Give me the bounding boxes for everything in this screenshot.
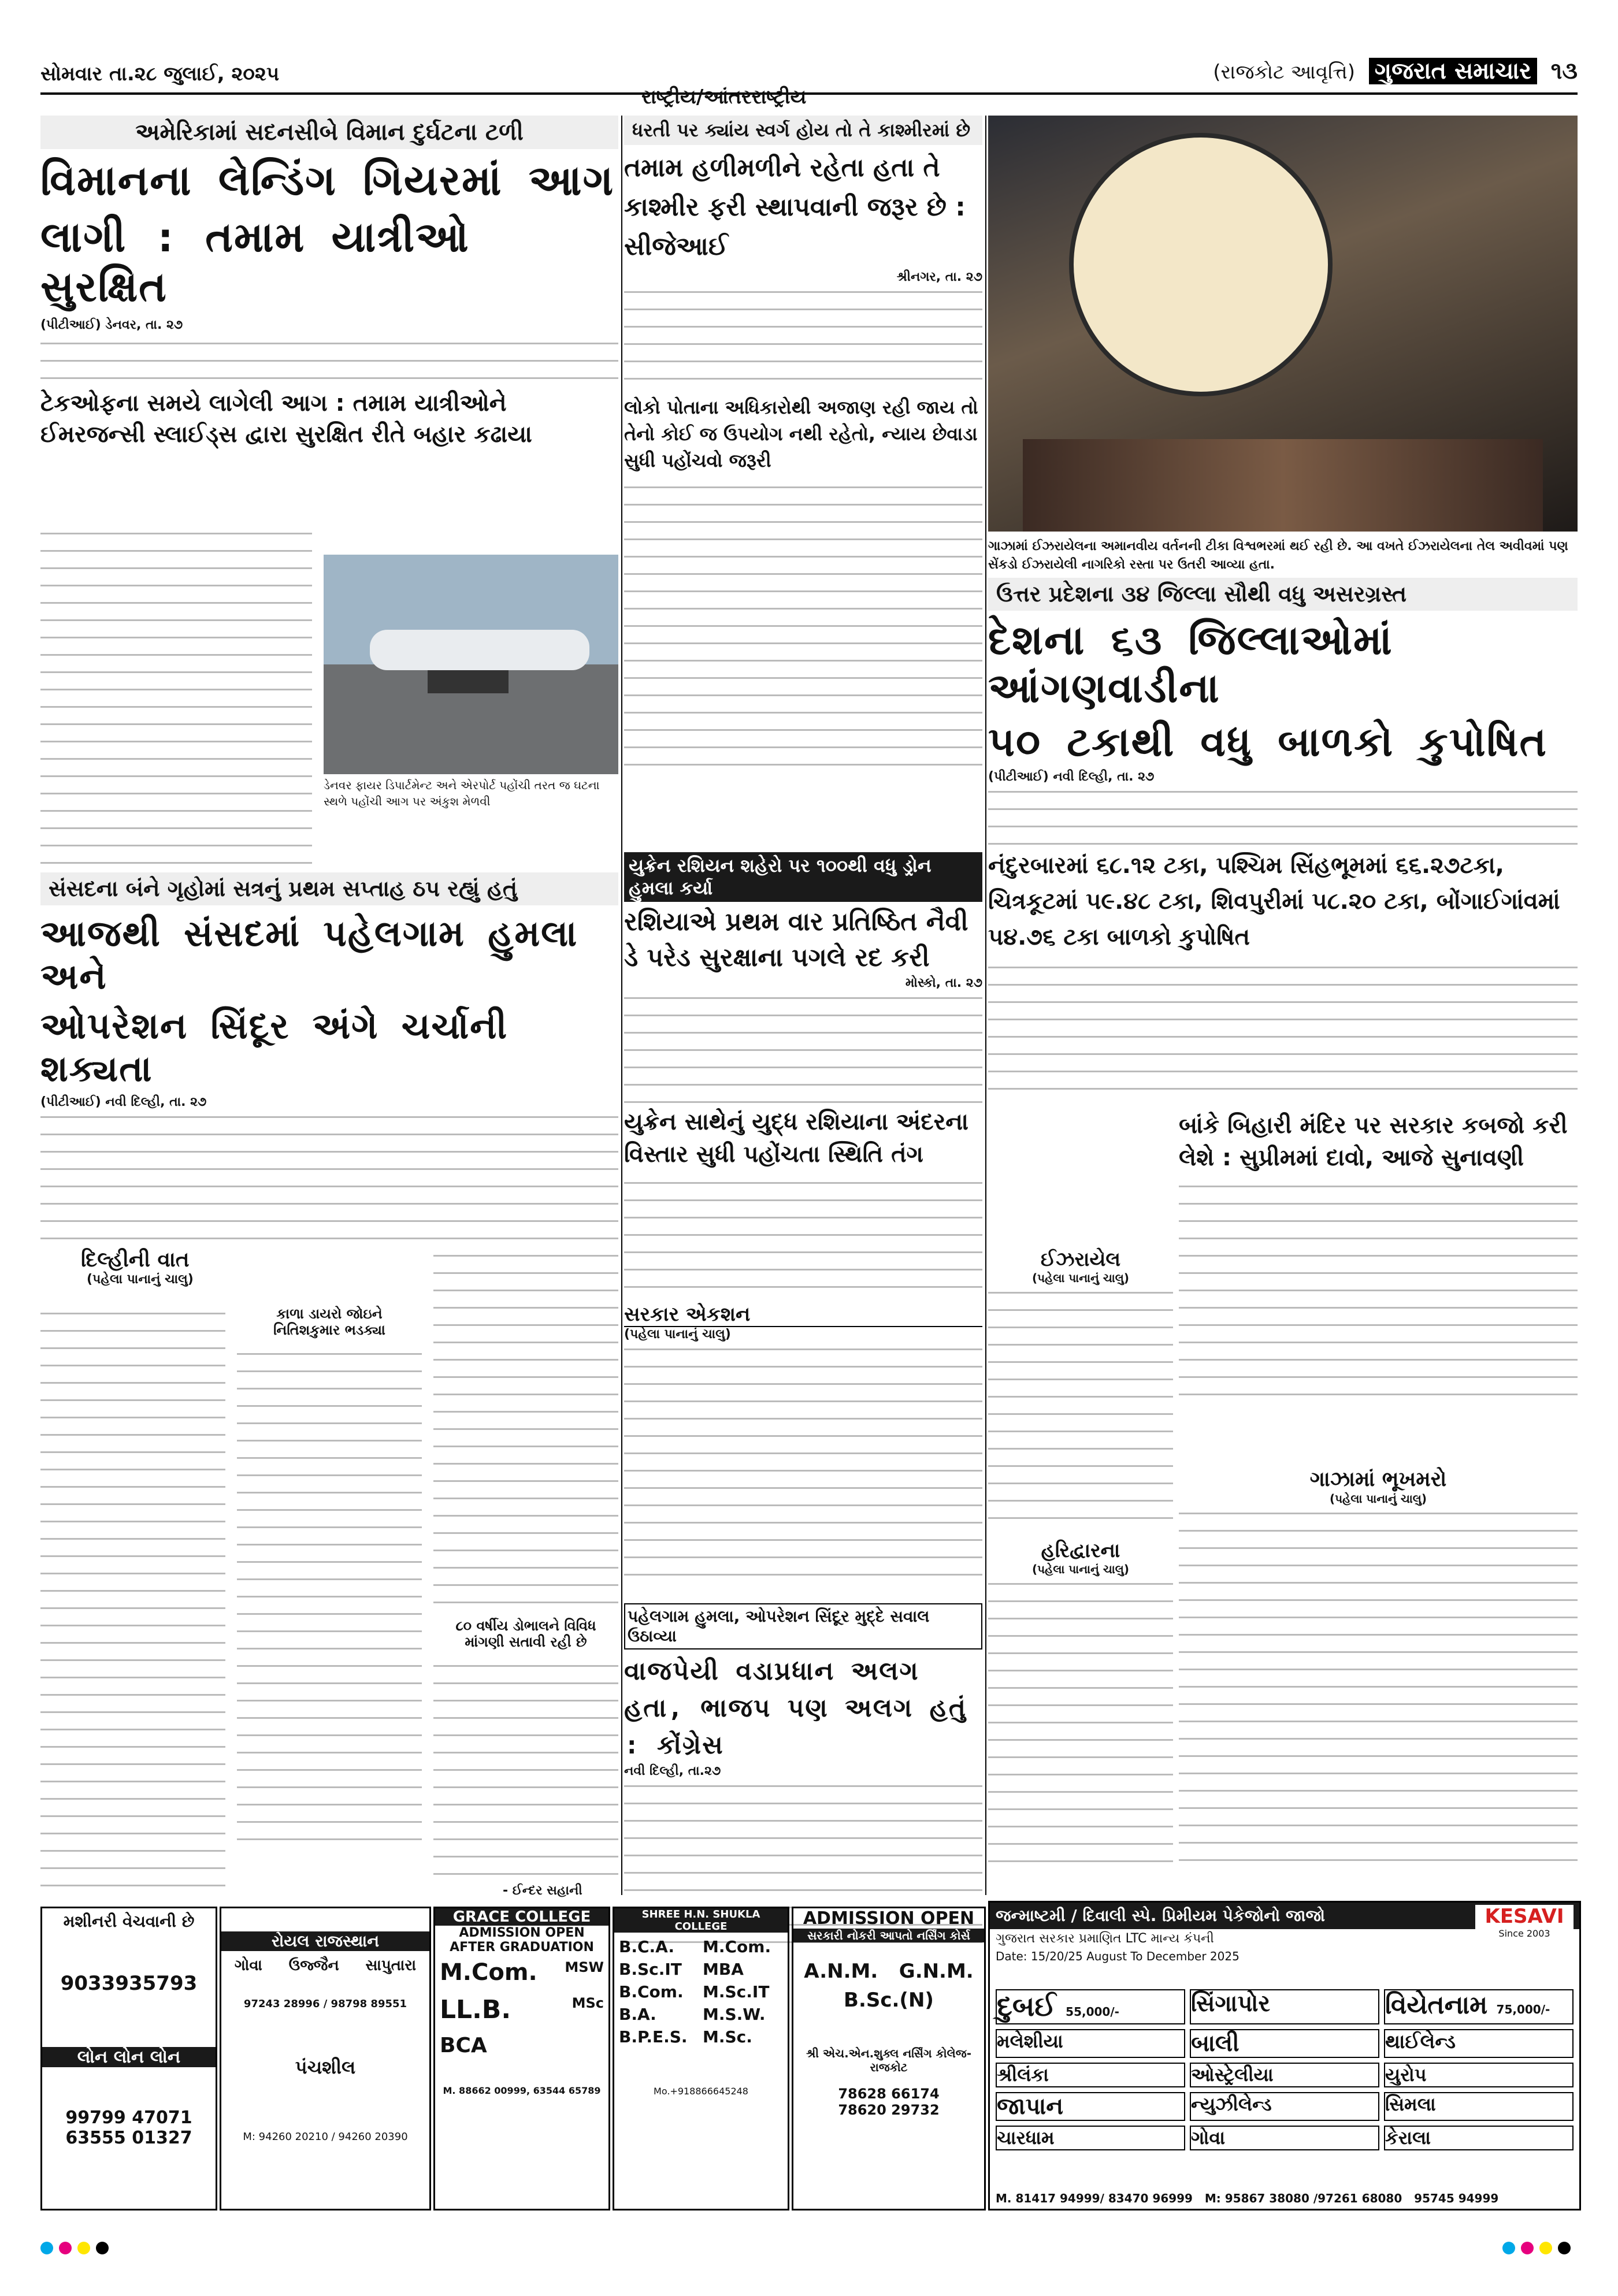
dateline: મોસ્કો, તા. ૨૭ <box>905 976 982 990</box>
subheadline: ટેકઓફના સમયે લાગેલી આગ : તમામ યાત્રીઓને ઈમરજન્સી સ્લાઈડ્સ દ્વારા સુરક્ષિત રીતે બહાર કઢાયા <box>40 390 532 448</box>
story-plane-fire <box>40 116 618 520</box>
brand <box>1475 1905 1574 1939</box>
column-byline: - ઈન્દર સહાની <box>503 1883 582 1898</box>
dest-vietnam <box>1384 1989 1574 2024</box>
ad-sub: ગુજરાત સરકાર પ્રમાણિત LTC માન્ય કંપની <box>996 1931 1214 1946</box>
edition-label: (રાજકોટ આવૃત્તિ) <box>1213 61 1355 84</box>
ad-nursing <box>792 1907 986 2210</box>
ad-phone: 9033935793 <box>60 1972 198 1995</box>
ad-phone: Mo.+918866645248 <box>654 2086 748 2097</box>
story-text <box>624 284 982 394</box>
subheadline: નંદુરબારમાં ૬૮.૧૨ ટકા, પશ્ચિમ સિંહભૂમમાં ૬૬.૨૭ટકા, ચિત્રકૂટમાં ૫૯.૪૮ ટકા, શિવપુરીમાં ૫૮.૨૦ ટકા, બોંગાઈગાંવમાં ૫૪.૭૬ ટકા બાળકો કુપોષિત <box>988 852 1560 950</box>
ad-phone: 97243 28996 / 98798 89551 <box>243 1998 407 2010</box>
ad-sub: સરકારી નોકરી આપતો નર્સિંગ કોર્સ <box>793 1929 984 1942</box>
ad-contacts <box>996 2191 1498 2205</box>
ad-kesavi-tours <box>988 1901 1581 2210</box>
story-gaza <box>1179 1467 1578 1895</box>
course: M.Com. <box>440 1959 537 1986</box>
course: M.S.W. <box>703 2005 766 2024</box>
ad-line: ADMISSION OPEN <box>459 1926 585 1940</box>
course: B.P.E.S. <box>619 2027 688 2046</box>
ad-shukla-college <box>613 1907 789 2210</box>
brand-name: KESAVI <box>1485 1905 1564 1928</box>
kicker: અમેરિકામાં સદનસીબે વિમાન દુર્ઘટના ટળી <box>40 116 618 149</box>
course: B.C.A. <box>619 1937 674 1956</box>
dest-goa: ગોવા <box>1190 2126 1379 2150</box>
dateline: નવી દિલ્હી, તા.૨૭ <box>624 1764 721 1778</box>
ad-title: મશીનરી વેચવાની છે <box>63 1912 195 1931</box>
story-text <box>624 1175 982 1296</box>
ad-title: SHREE H.N. SHUKLA COLLEGE <box>614 1908 788 1933</box>
dateline: (પીટીઆઈ) નવી દિલ્હી, તા. ૨૭ <box>40 1095 207 1109</box>
continued-label: (પહેલા પાનાનું ચાલુ) <box>1031 1271 1130 1285</box>
continued-label: (પહેલા પાનાનું ચાલુ) <box>1329 1492 1427 1506</box>
photo-plane <box>324 555 618 774</box>
dest-australia: ઓસ્ટ્રેલીયા <box>1190 2063 1379 2087</box>
dest-japan: જાપાન <box>996 2092 1185 2121</box>
ad-contact: M: 94260 20210 / 94260 20390 <box>243 2131 408 2143</box>
continued-label: (પહેલા પાનાનું ચાલુ) <box>87 1272 194 1287</box>
registration-marks <box>1502 2242 1576 2257</box>
story-malnutrition <box>988 578 1578 1109</box>
story-text <box>624 990 982 1106</box>
dateline: (પીટીઆઈ) નવી દિલ્હી, તા. ૨૭ <box>988 770 1155 784</box>
kicker: સંસદના બંને ગૃહોમાં સત્રનું પ્રથમ સપ્તાહ ઠપ રહ્યું હતું <box>40 872 618 905</box>
ad-panchsheel: પંચશીલ <box>295 2056 356 2078</box>
course: M.Com. <box>703 1937 771 1956</box>
course: B.Sc.(N) <box>844 1989 934 2012</box>
dateline: શ્રીનગર, તા. ૨૭ <box>896 270 982 284</box>
dest-thailand: થાઈલેન્ડ <box>1384 2029 1574 2058</box>
course: LL.B. <box>440 1995 511 2024</box>
dest-srilanka: શ્રીલંકા <box>996 2063 1185 2087</box>
ad-machinery <box>40 1907 217 2210</box>
ad-phone: 78628 66174 <box>838 2086 940 2102</box>
registration-marks <box>40 2242 114 2257</box>
headline: તમામ હળીમળીને રહેતા હતા તે કાશ્મીર ફરી સ્થાપવાની જરૂર છે : સીજેઆઈ <box>624 153 966 261</box>
ad-destinations <box>221 1957 429 1975</box>
ad-title: રોયલ રાજસ્થાન <box>221 1931 429 1951</box>
photo-caption: ડેનવર ફાયર ડિપાર્ટમેન્ટ અને એરપોર્ટ પહોંચી તરત જ ઘટના સ્થળે પહોંચી આગ પર અંકુશ મેળવી <box>324 778 600 808</box>
masthead <box>1213 58 1578 84</box>
dot-cyan <box>1502 2242 1515 2254</box>
headline: હરિદ્વારના <box>1041 1539 1120 1562</box>
dot-yellow <box>1539 2242 1552 2254</box>
ad-loan: લોન લોન લોન <box>42 2047 216 2067</box>
dest-label: વિયેતનામ <box>1385 1990 1488 2020</box>
photo-protest <box>988 116 1578 532</box>
paper-name: ગુજરાત સમાચાર <box>1369 58 1537 84</box>
course: MSc <box>572 1995 604 2011</box>
dateline: (પીટીઆઈ) ડેનવર, તા. ૨૭ <box>40 318 183 332</box>
phone: M: 95867 38080 /97261 68080 <box>1204 2191 1402 2205</box>
phone: 95745 94999 <box>1414 2191 1499 2205</box>
story1-text-left <box>40 526 312 867</box>
headline-line2: ઓપરેશન સિંદૂર અંગે ચર્ચાની શક્યતા <box>40 1005 509 1090</box>
course: B.Sc.IT <box>619 1960 682 1979</box>
brand-since: Since 2003 <box>1498 1928 1550 1939</box>
headline: ગાઝામાં ભૂખમરો <box>1309 1467 1447 1491</box>
course: BCA <box>440 2034 487 2057</box>
story-banke-bihari <box>1179 1109 1578 1456</box>
ad-title: GRACE COLLEGE <box>435 1908 608 1926</box>
dot-black <box>96 2242 109 2254</box>
dest-saputara: સાપુતારા <box>365 1957 417 1974</box>
dest-price: 75,000/- <box>1496 2003 1550 2016</box>
ad-line: AFTER GRADUATION <box>450 1940 594 1955</box>
dest-kerala: કેરાલા <box>1384 2126 1574 2150</box>
page-header <box>40 58 1578 95</box>
column-rule <box>985 116 986 1895</box>
headline: બાંકે બિહારી મંદિર પર સરકાર કબજો કરી લેશે : સુપ્રીમમાં દાવો, આજે સુનાવણી <box>1179 1112 1568 1171</box>
course: M.Sc.IT <box>703 1982 770 2001</box>
column-delhi <box>40 1248 618 1901</box>
course: M.Sc. <box>703 2027 752 2046</box>
continued-label: (પહેલા પાનાનું ચાલુ) <box>624 1327 731 1342</box>
dest-ujjain: ઉજ્જૈન <box>288 1957 339 1974</box>
story-kashmir <box>624 116 982 849</box>
story-text <box>40 1109 618 1254</box>
course: MSW <box>565 1959 604 1975</box>
story-ukraine <box>624 852 982 1297</box>
ad-title: ADMISSION OPEN <box>803 1908 975 1929</box>
ad-phone: M. 88662 00999, 63544 65789 <box>443 2085 601 2096</box>
course: A.N.M. <box>804 1960 878 1983</box>
headline-line1: યુક્રેન રશિયન શહેરો પર ૧૦૦થી વધુ ડ્રોન હુમલા કર્યા <box>624 852 982 902</box>
headline-line1: આજથી સંસદમાં પહેલગામ હુમલા અને <box>40 912 578 997</box>
dot-magenta <box>59 2242 72 2254</box>
photo-caption: ગાઝામાં ઈઝરાયેલના અમાનવીય વર્તનની ટીકા વિશ્વભરમાં થઈ રહી છે. આ વખતે ઈઝરાયેલના તેલ અવીવમાં પણ સેંકડો ઈઝરાયેલી નાગરિકો રસ્તા પર ઉતરી આવ્યા હતા. <box>988 539 1568 572</box>
page-number: ૧૩ <box>1550 58 1578 84</box>
headline-line1: દેશના ૬૩ જિલ્લાઓમાં આંગણવાડીના <box>988 616 1393 712</box>
ad-title: જન્માષ્ટમી / દિવાલી સ્પે. પ્રિમીયમ પેકેજોનો જાજો <box>990 1903 1579 1929</box>
ad-date: Date: 15/20/25 August To December 2025 <box>996 1949 1240 1963</box>
course: B.Com. <box>619 1982 684 2001</box>
headline: ઈઝરાયેલ <box>1040 1248 1121 1271</box>
story-parliament <box>40 872 618 1242</box>
dest-newzealand: ન્યુઝીલેન્ડ <box>1190 2092 1379 2121</box>
ad-travel <box>220 1907 431 2210</box>
dest-goa: ગોવા <box>234 1957 262 1974</box>
subheadline: યુક્રેન સાથેનું યુદ્ધ રશિયાના અંદરના વિસ્તાર સુધી પહોંચતા સ્થિતિ તંગ <box>624 1109 968 1168</box>
dest-europe: યુરોપ <box>1384 2063 1574 2087</box>
kicker: ઉત્તર પ્રદેશના ૩૪ જિલ્લા સૌથી વધુ અસરગ્રસ્ત <box>988 578 1578 611</box>
dot-black <box>1558 2242 1571 2254</box>
headline: વાજપેયી વડાપ્રધાન અલગ હતા, ભાજપ પણ અલગ હતું : કોંગ્રેસ <box>624 1656 967 1760</box>
phone: M. 81417 94999/ 83470 96999 <box>996 2191 1193 2205</box>
headline-line2: લાગી : તમામ યાત્રીઓ સુરક્ષિત <box>40 213 470 311</box>
story-text <box>624 480 982 768</box>
dest-price: 55,000/- <box>1066 2005 1119 2019</box>
dest-shimla: સિમલા <box>1384 2092 1574 2121</box>
dest-singapore: સિંગાપોર <box>1190 1989 1379 2024</box>
dot-yellow <box>77 2242 90 2254</box>
story-israel <box>988 1248 1173 1895</box>
course: B.A. <box>619 2005 656 2024</box>
column-title: દિલ્હીની વાત <box>81 1248 190 1272</box>
dest-chardham: ચારધામ <box>996 2126 1185 2150</box>
section-title: રાષ્ટ્રીય/આંતરરાષ્ટ્રીય <box>641 86 807 109</box>
headline-line2: ૫૦ ટકાથી વધુ બાળકો કુપોષિત <box>988 718 1548 766</box>
story-text <box>40 336 618 382</box>
ad-phone: 63555 01327 <box>65 2128 192 2148</box>
dest-bali: બાલી <box>1190 2029 1379 2058</box>
ad-grace-college <box>433 1907 610 2210</box>
subheadline: લોકો પોતાના અધિકારોથી અજાણ રહી જાય તો તેનો કોઈ જ ઉપયોગ નથી રહેતો, ન્યાય છેવાડા સુધી પહોંચવો જરૂરી <box>624 396 978 471</box>
ad-phone: 78620 29732 <box>838 2102 940 2118</box>
story-text <box>988 960 1578 1098</box>
story-sarkar <box>624 1303 982 1592</box>
dest-malaysia: મલેશીયા <box>996 2029 1185 2058</box>
headline-line1: વિમાનના લેન્ડિંગ ગિયરમાં આગ <box>40 156 615 205</box>
course: G.N.M. <box>899 1960 974 1983</box>
college-name: શ્રી એચ.એન.શુક્લ નર્સિંગ કોલેજ-રાજકોટ <box>806 2046 972 2074</box>
dot-magenta <box>1521 2242 1534 2254</box>
issue-date: સોમવાર તા.૨૮ જુલાઈ, ૨૦૨૫ <box>40 62 280 86</box>
story-vajpayee <box>624 1603 982 1938</box>
kicker: પહેલગામ હુમલા, ઓપરેશન સિંદૂર મુદ્દે સવાલ ઉઠાવ્યા <box>624 1603 982 1649</box>
headline-line2: રશિયાએ પ્રથમ વાર પ્રતિષ્ઠિત નૈવી ડે પરેડ સુરક્ષાના પગલે રદ કરી <box>624 907 968 972</box>
ad-phone: 99799 47071 <box>65 2108 192 2128</box>
kicker: ધરતી પર ક્યાંય સ્વર્ગ હોય તો તે કાશ્મીરમાં છે <box>624 116 982 145</box>
dot-cyan <box>40 2242 53 2254</box>
sub-heading: ૮૦ વર્ષીય ડોભાલને વિવિધ માંગણી સતાવી રહી છે <box>455 1618 596 1650</box>
dest-dubai <box>996 1989 1185 2024</box>
clock-sign <box>1069 133 1333 396</box>
course: MBA <box>703 1960 744 1979</box>
story-text <box>988 784 1578 848</box>
dest-label: દુબઈ <box>997 1990 1056 2023</box>
continued-label: (પહેલા પાનાનું ચાલુ) <box>1031 1562 1130 1576</box>
headline: સરકાર એકશન <box>624 1303 982 1327</box>
sub-heading: કાળા ડાયરો જોઇને નિતિશકુમાર ભડક્યા <box>273 1306 385 1338</box>
column-rule <box>621 116 622 1895</box>
